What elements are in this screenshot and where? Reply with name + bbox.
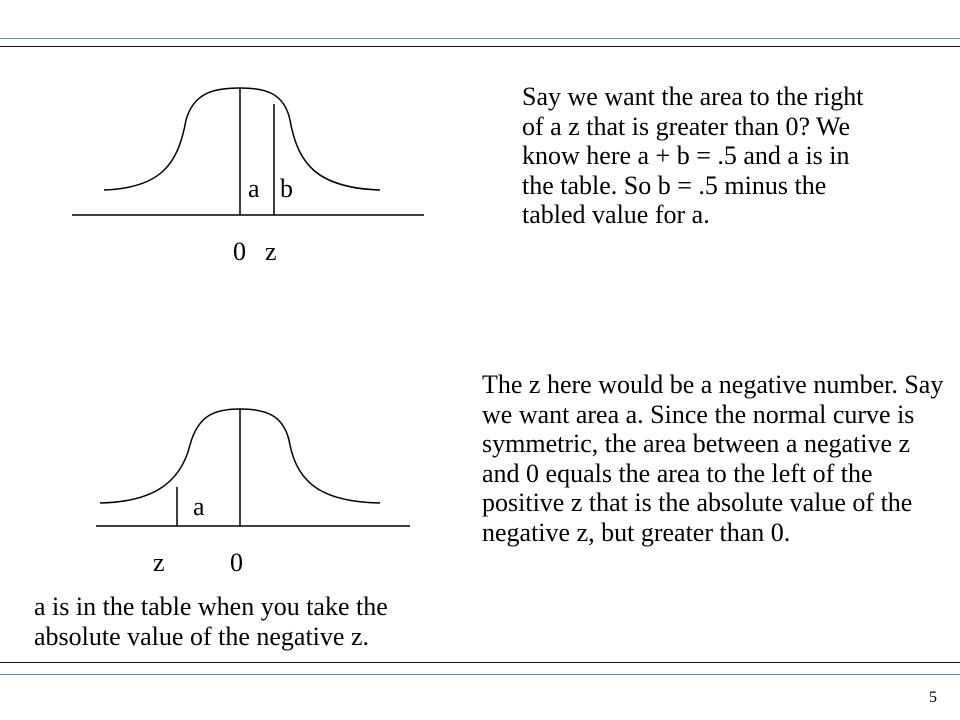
top-z-label: z	[265, 237, 277, 266]
bottom-zero-label: 0	[230, 548, 243, 577]
figure-bottom-normal-curve	[96, 409, 410, 526]
top-bell-curve	[104, 88, 380, 190]
top-area-a-label: a	[248, 174, 260, 203]
bottom-area-a-label: a	[193, 492, 205, 521]
page-number: 5	[929, 689, 937, 706]
bottom-right-explanation: The z here would be a negative number. Say we want area a. Since the normal curve is symmetric, the area between a negative z and 0 equals the area to the left of the positive z that is the absolute value of the negative z, but greater than 0.	[482, 370, 944, 547]
bottom-left-note: a is in the table when you take the absolute value of the negative z.	[34, 592, 388, 651]
bottom-rule-black	[0, 662, 960, 663]
bottom-rule-blue	[0, 674, 960, 675]
top-right-explanation: Say we want the area to the right of a z that is greater than 0? We know here a + b = .5 and a is in the table. So b = .5 minus the tabled value for a.	[522, 82, 864, 229]
top-area-b-label: b	[280, 174, 293, 203]
bottom-z-label: z	[153, 548, 165, 577]
top-zero-label: 0	[233, 237, 246, 266]
